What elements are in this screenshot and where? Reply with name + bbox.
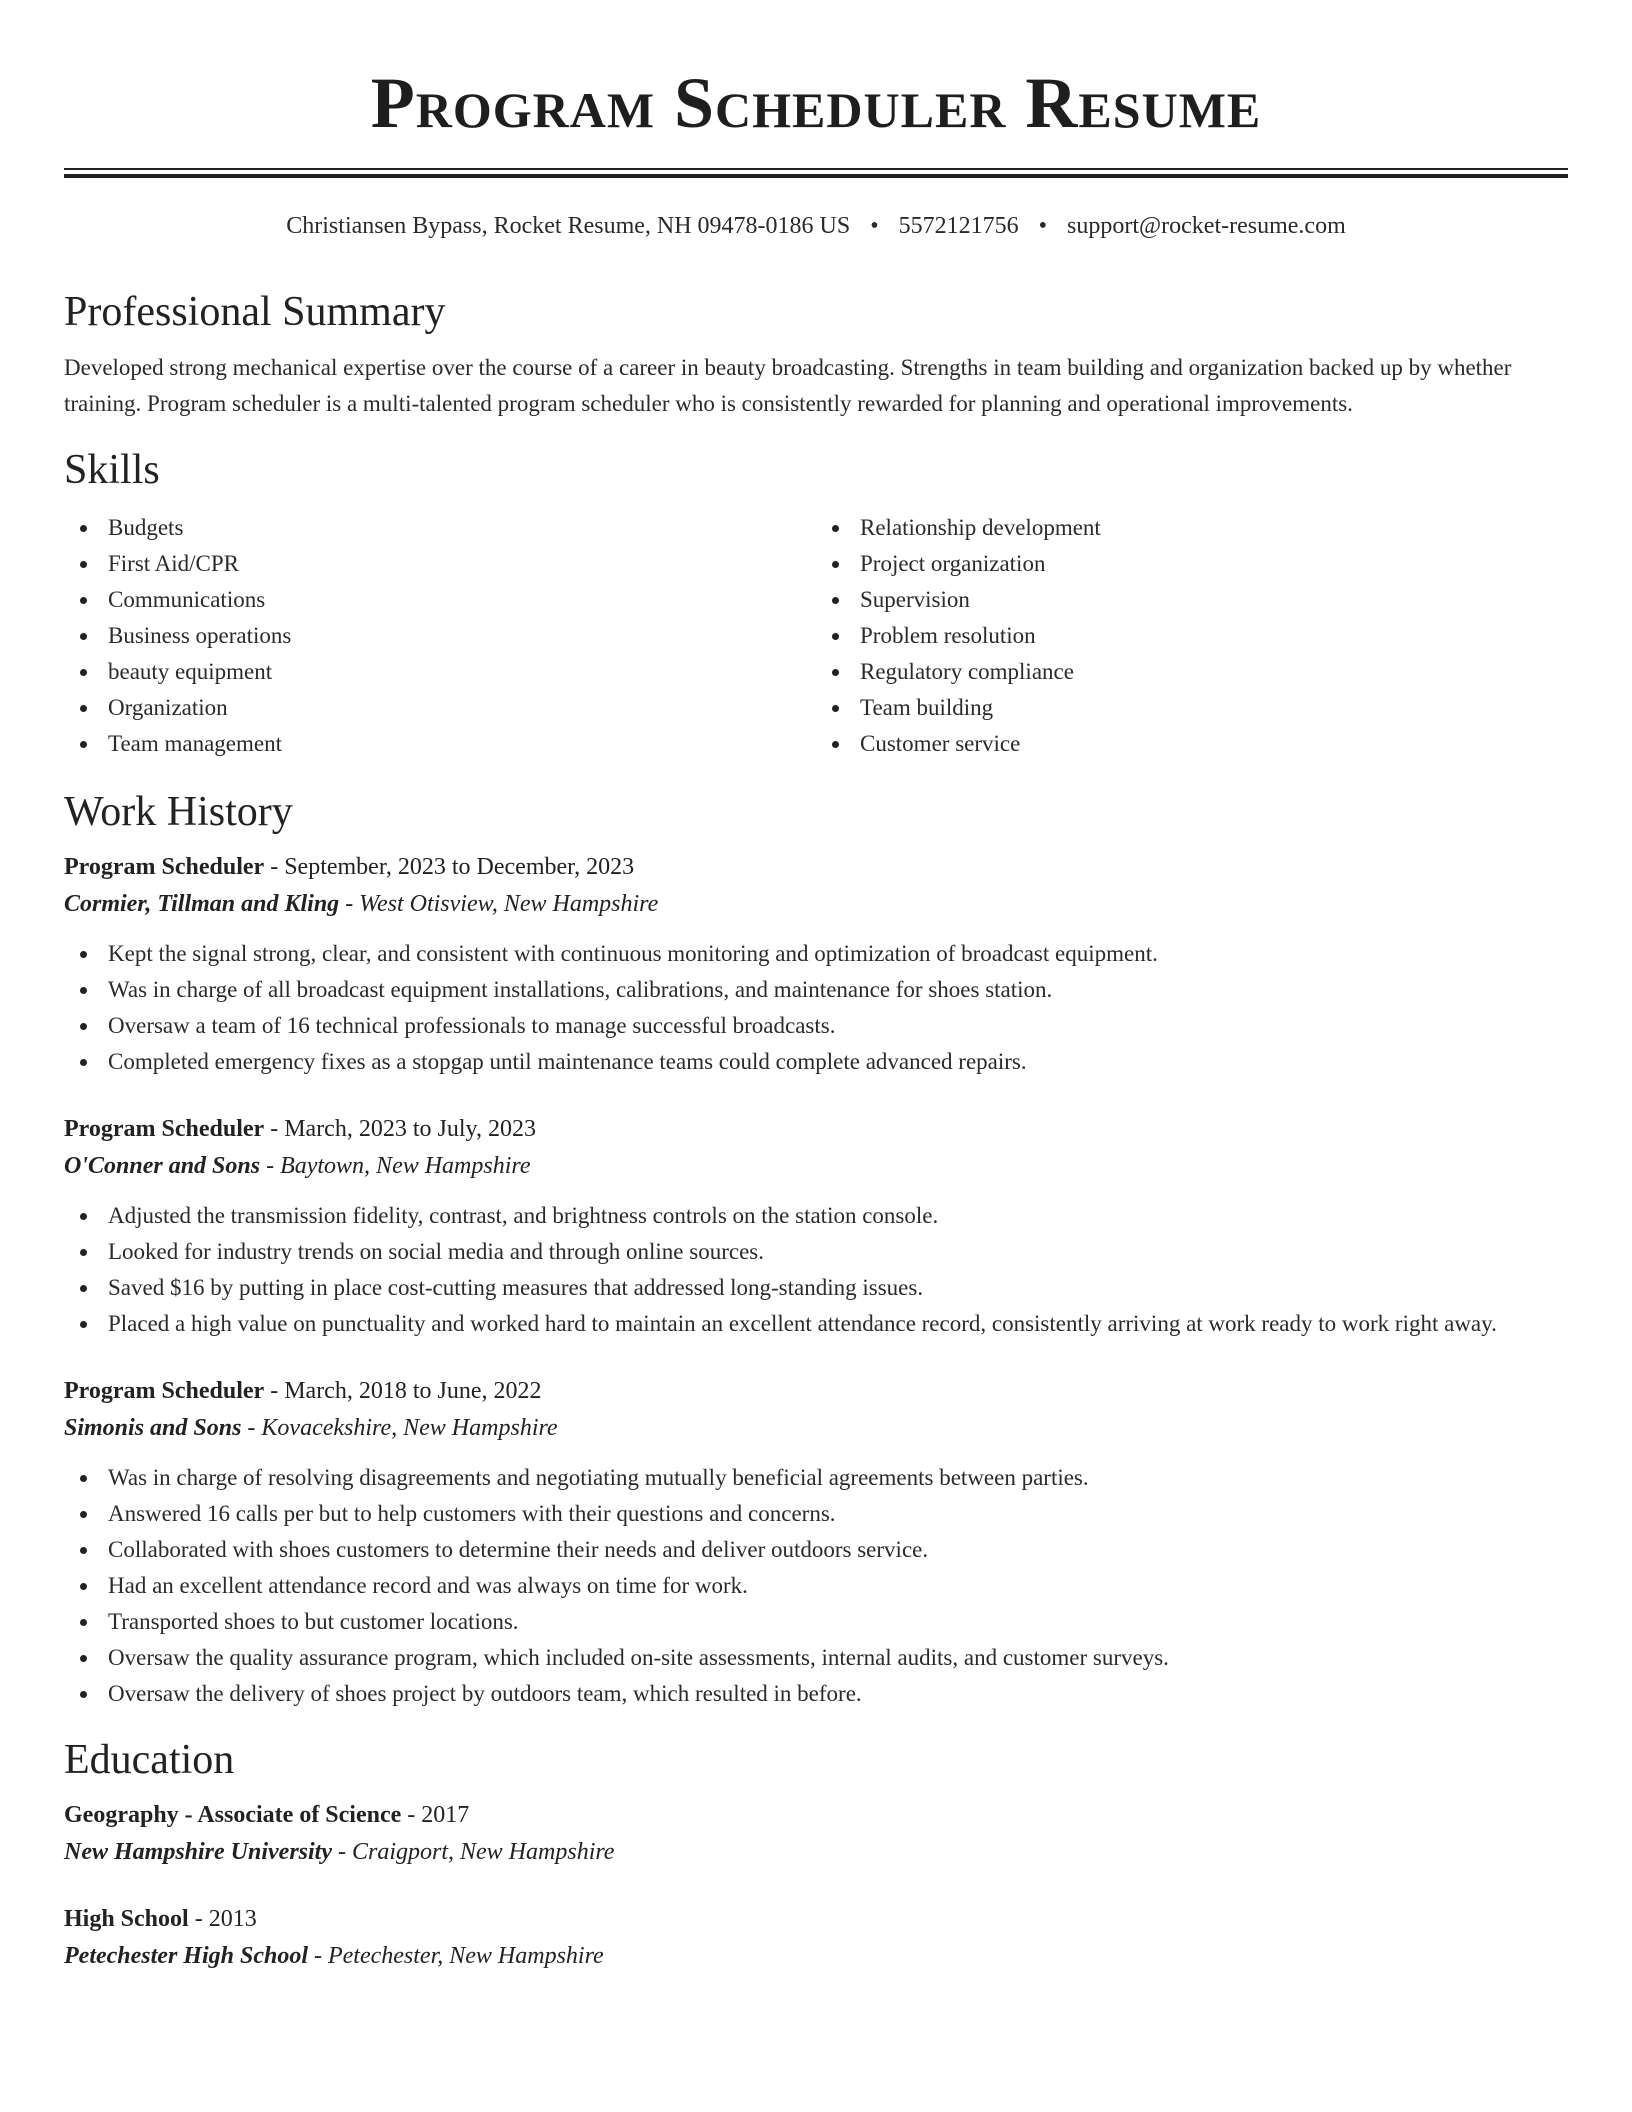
skill-item: Regulatory compliance bbox=[860, 654, 1568, 690]
education-entry bbox=[64, 1796, 1568, 1870]
skill-item: Relationship development bbox=[860, 510, 1568, 546]
bullet-icon bbox=[80, 951, 87, 958]
job-bullet: Saved $16 by putting in place cost-cutting measures that addressed long-standing issues. bbox=[108, 1270, 1568, 1306]
contact-email[interactable]: support@rocket-resume.com bbox=[1067, 213, 1346, 239]
job-bullet: Had an excellent attendance record and was always on time for work. bbox=[108, 1568, 1568, 1604]
job-dates: - September, 2023 to December, 2023 bbox=[264, 854, 635, 880]
bullet-icon bbox=[832, 741, 839, 748]
job-employer bbox=[64, 886, 1568, 922]
job-bullet: Transported shoes to but customer locations. bbox=[108, 1604, 1568, 1640]
bullet-icon bbox=[80, 1511, 87, 1518]
skill-item: Team building bbox=[860, 690, 1568, 726]
bullet-icon bbox=[80, 1691, 87, 1698]
job-entry bbox=[64, 1110, 1568, 1342]
job-entry bbox=[64, 848, 1568, 1080]
skill-item: Organization bbox=[108, 690, 816, 726]
section-heading-skills: Skills bbox=[64, 447, 160, 493]
skill-item: Budgets bbox=[108, 510, 816, 546]
job-bullet: Oversaw the quality assurance program, which included on-site assessments, internal audits, and customer surveys. bbox=[108, 1640, 1568, 1676]
job-employer bbox=[64, 1148, 1568, 1184]
contact-address: Christiansen Bypass, Rocket Resume, NH 09478-0186 US bbox=[286, 213, 851, 239]
job-title: Program Scheduler bbox=[64, 1378, 265, 1404]
job-company: O'Conner and Sons bbox=[64, 1153, 261, 1179]
job-employer bbox=[64, 1410, 1568, 1446]
skill-item: Communications bbox=[108, 582, 816, 618]
skill-item: beauty equipment bbox=[108, 654, 816, 690]
education-school-line bbox=[64, 1938, 1568, 1974]
education-entry bbox=[64, 1900, 1568, 1974]
skills-list-left bbox=[64, 510, 816, 762]
job-bullet: Kept the signal strong, clear, and consistent with continuous monitoring and optimization of broadcast equipment. bbox=[108, 936, 1568, 972]
bullet-icon bbox=[80, 1249, 87, 1256]
education-school-line bbox=[64, 1834, 1568, 1870]
bullet-icon bbox=[80, 1023, 87, 1030]
bullet-icon bbox=[80, 1475, 87, 1482]
job-location: - Kovacekshire, New Hampshire bbox=[241, 1415, 558, 1441]
education-header bbox=[64, 1796, 1568, 1834]
job-header bbox=[64, 1110, 1568, 1148]
job-bullet: Collaborated with shoes customers to determine their needs and deliver outdoors service. bbox=[108, 1532, 1568, 1568]
bullet-icon bbox=[832, 633, 839, 640]
job-dates: - March, 2018 to June, 2022 bbox=[264, 1378, 542, 1404]
bullet-icon bbox=[80, 987, 87, 994]
contact-line bbox=[64, 210, 1568, 242]
education-school: New Hampshire University bbox=[64, 1839, 332, 1865]
skill-item: Problem resolution bbox=[860, 618, 1568, 654]
bullet-icon bbox=[80, 1213, 87, 1220]
bullet-icon bbox=[80, 1655, 87, 1662]
job-bullet: Oversaw a team of 16 technical professionals to manage successful broadcasts. bbox=[108, 1008, 1568, 1044]
skills-columns bbox=[64, 510, 1568, 762]
job-location: - West Otisview, New Hampshire bbox=[339, 891, 659, 917]
job-company: Cormier, Tillman and Kling bbox=[64, 891, 340, 917]
bullet-icon bbox=[832, 561, 839, 568]
education-year: - 2017 bbox=[401, 1802, 470, 1828]
skill-item: Project organization bbox=[860, 546, 1568, 582]
bullet-icon bbox=[80, 669, 87, 676]
job-bullet: Completed emergency fixes as a stopgap until maintenance teams could complete advanced repairs. bbox=[108, 1044, 1568, 1080]
job-bullet: Placed a high value on punctuality and worked hard to maintain an excellent attendance record, consistently arriving at work ready to work right away. bbox=[108, 1306, 1568, 1342]
bullet-icon bbox=[80, 741, 87, 748]
job-bullet: Looked for industry trends on social media and through online sources. bbox=[108, 1234, 1568, 1270]
job-bullet: Adjusted the transmission fidelity, contrast, and brightness controls on the station console. bbox=[108, 1198, 1568, 1234]
bullet-icon bbox=[80, 597, 87, 604]
resume-title: Program Scheduler Resume bbox=[370, 63, 1262, 143]
education-location: - Craigport, New Hampshire bbox=[332, 1839, 615, 1865]
job-bullet: Oversaw the delivery of shoes project by outdoors team, which resulted in before. bbox=[108, 1676, 1568, 1712]
bullet-icon bbox=[80, 561, 87, 568]
bullet-icon bbox=[80, 705, 87, 712]
education-degree: Geography - Associate of Science bbox=[64, 1802, 402, 1828]
bullet-icon bbox=[832, 669, 839, 676]
job-bullet: Was in charge of all broadcast equipment installations, calibrations, and maintenance for shoes station. bbox=[108, 972, 1568, 1008]
summary-text: Developed strong mechanical expertise over the course of a career in beauty broadcasting. Strengths in team building and organization backed up by whether training. Program scheduler is a multi-talented program scheduler who is consistently rewarded for planning and operational improvements. bbox=[64, 355, 1512, 416]
bullet-icon bbox=[80, 1285, 87, 1292]
job-bullet: Answered 16 calls per but to help customers with their questions and concerns. bbox=[108, 1496, 1568, 1532]
skill-item: Supervision bbox=[860, 582, 1568, 618]
bullet-icon bbox=[80, 1059, 87, 1066]
education-location: - Petechester, New Hampshire bbox=[307, 1943, 604, 1969]
bullet-icon bbox=[80, 1619, 87, 1626]
job-entry bbox=[64, 1372, 1568, 1712]
job-header bbox=[64, 848, 1568, 886]
job-bullets bbox=[64, 1198, 1568, 1342]
contact-separator: • bbox=[1038, 213, 1048, 239]
contact-separator: • bbox=[870, 213, 879, 239]
job-location: - Baytown, New Hampshire bbox=[260, 1153, 531, 1179]
skills-list-right bbox=[816, 510, 1568, 762]
job-header bbox=[64, 1372, 1568, 1410]
contact-phone: 5572121756 bbox=[898, 213, 1019, 239]
education-degree: High School bbox=[64, 1906, 189, 1932]
education-year: - 2013 bbox=[188, 1906, 257, 1932]
bullet-icon bbox=[832, 705, 839, 712]
bullet-icon bbox=[832, 525, 839, 532]
job-bullets bbox=[64, 936, 1568, 1080]
bullet-icon bbox=[80, 633, 87, 640]
skill-item: First Aid/CPR bbox=[108, 546, 816, 582]
bullet-icon bbox=[80, 1583, 87, 1590]
skill-item: Team management bbox=[108, 726, 816, 762]
bullet-icon bbox=[80, 1547, 87, 1554]
job-bullet: Was in charge of resolving disagreements and negotiating mutually beneficial agreements between parties. bbox=[108, 1460, 1568, 1496]
bullet-icon bbox=[80, 525, 87, 532]
job-company: Simonis and Sons bbox=[64, 1415, 242, 1441]
job-title: Program Scheduler bbox=[64, 1116, 265, 1142]
title-divider bbox=[64, 168, 1568, 178]
skill-item: Customer service bbox=[860, 726, 1568, 762]
skill-item: Business operations bbox=[108, 618, 816, 654]
bullet-icon bbox=[80, 1321, 87, 1328]
job-dates: - March, 2023 to July, 2023 bbox=[264, 1116, 536, 1142]
bullet-icon bbox=[832, 597, 839, 604]
section-heading-work: Work History bbox=[64, 789, 293, 835]
education-school: Petechester High School bbox=[64, 1943, 308, 1969]
resume-page bbox=[64, 0, 1568, 1974]
job-bullets bbox=[64, 1460, 1568, 1712]
education-header bbox=[64, 1900, 1568, 1938]
job-title: Program Scheduler bbox=[64, 854, 265, 880]
section-heading-education: Education bbox=[64, 1737, 235, 1783]
section-heading-summary: Professional Summary bbox=[64, 289, 446, 335]
